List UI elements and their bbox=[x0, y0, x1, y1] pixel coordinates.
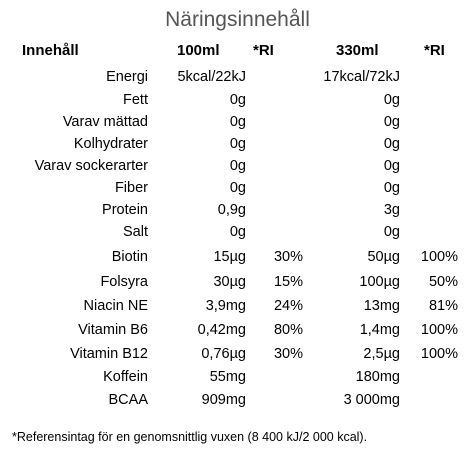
value-100ml: 0,9g bbox=[217, 202, 246, 218]
nutrient-label: Energi bbox=[106, 69, 148, 85]
table-row bbox=[0, 343, 475, 365]
value-100ml: 0g bbox=[229, 136, 246, 152]
value-100ml: 0g bbox=[229, 92, 246, 108]
nutrient-label: Folsyra bbox=[100, 274, 148, 290]
value-330ml: 3g bbox=[383, 202, 400, 218]
value-100ml: 0g bbox=[229, 158, 246, 174]
ri-330ml: 100% bbox=[420, 322, 458, 338]
value-330ml: 0g bbox=[383, 158, 400, 174]
nutrient-label: Kolhydrater bbox=[73, 136, 148, 152]
table-row bbox=[0, 133, 475, 155]
value-330ml: 0g bbox=[383, 92, 400, 108]
value-330ml: 100µg bbox=[359, 274, 400, 290]
page-title: Näringsinnehåll bbox=[165, 8, 310, 31]
table-row bbox=[0, 199, 475, 221]
nutrient-label: Niacin NE bbox=[83, 298, 148, 314]
nutrient-label: Vitamin B12 bbox=[70, 346, 148, 362]
value-330ml: 0g bbox=[383, 114, 400, 130]
ri-330ml: 100% bbox=[420, 346, 458, 362]
value-330ml: 1,4mg bbox=[359, 322, 400, 338]
value-330ml: 0g bbox=[383, 180, 400, 196]
table-row bbox=[0, 246, 475, 268]
value-100ml: 55mg bbox=[209, 369, 246, 385]
table-row bbox=[0, 89, 475, 111]
nutrient-label: BCAA bbox=[108, 392, 148, 408]
table-row bbox=[0, 366, 475, 388]
value-330ml: 50µg bbox=[367, 249, 400, 265]
nutrient-label: Fiber bbox=[114, 180, 148, 196]
ri-100ml: 30% bbox=[273, 249, 303, 265]
ri-100ml: 15% bbox=[273, 274, 303, 290]
value-100ml: 0g bbox=[229, 180, 246, 196]
table-row bbox=[0, 177, 475, 199]
ri-330ml: 81% bbox=[428, 298, 458, 314]
nutrient-label: Salt bbox=[123, 224, 148, 240]
header-ri-100ml: *RI bbox=[253, 42, 274, 59]
ri-330ml: 100% bbox=[420, 249, 458, 265]
value-330ml: 3 000mg bbox=[343, 392, 400, 408]
value-330ml: 180mg bbox=[355, 369, 400, 385]
nutrient-label: Varav sockerarter bbox=[34, 158, 148, 174]
header-330ml: 330ml bbox=[336, 42, 379, 59]
value-100ml: 15µg bbox=[213, 249, 246, 265]
nutrient-label: Protein bbox=[102, 202, 148, 218]
ri-100ml: 24% bbox=[273, 298, 303, 314]
table-row bbox=[0, 66, 475, 88]
value-100ml: 0g bbox=[229, 224, 246, 240]
table-row bbox=[0, 221, 475, 243]
value-330ml: 17kcal/72kJ bbox=[323, 69, 400, 85]
table-row bbox=[0, 295, 475, 317]
footnote: *Referensintag för en genomsnittlig vuxen (8 400 kJ/2 000 kcal). bbox=[12, 430, 368, 444]
nutrient-label: Varav mättad bbox=[62, 114, 148, 130]
value-100ml: 909mg bbox=[201, 392, 246, 408]
table-row bbox=[0, 155, 475, 177]
ri-100ml: 30% bbox=[273, 346, 303, 362]
value-100ml: 3,9mg bbox=[205, 298, 246, 314]
value-100ml: 0,42mg bbox=[197, 322, 246, 338]
value-100ml: 30µg bbox=[213, 274, 246, 290]
nutrient-label: Vitamin B6 bbox=[78, 322, 148, 338]
table-row bbox=[0, 389, 475, 411]
table-row bbox=[0, 319, 475, 341]
value-100ml: 5kcal/22kJ bbox=[177, 69, 246, 85]
nutrient-label: Koffein bbox=[103, 369, 148, 385]
header-ri-330ml: *RI bbox=[424, 42, 445, 59]
table-row bbox=[0, 271, 475, 293]
value-330ml: 13mg bbox=[363, 298, 400, 314]
nutrient-label: Biotin bbox=[111, 249, 148, 265]
ri-100ml: 80% bbox=[273, 322, 303, 338]
value-100ml: 0,76µg bbox=[201, 346, 246, 362]
nutrient-label: Fett bbox=[123, 92, 148, 108]
value-330ml: 0g bbox=[383, 136, 400, 152]
value-100ml: 0g bbox=[229, 114, 246, 130]
value-330ml: 0g bbox=[383, 224, 400, 240]
table-row bbox=[0, 111, 475, 133]
ri-330ml: 50% bbox=[428, 274, 458, 290]
header-100ml: 100ml bbox=[177, 42, 220, 59]
value-330ml: 2,5µg bbox=[363, 346, 400, 362]
header-content: Innehåll bbox=[22, 42, 79, 59]
